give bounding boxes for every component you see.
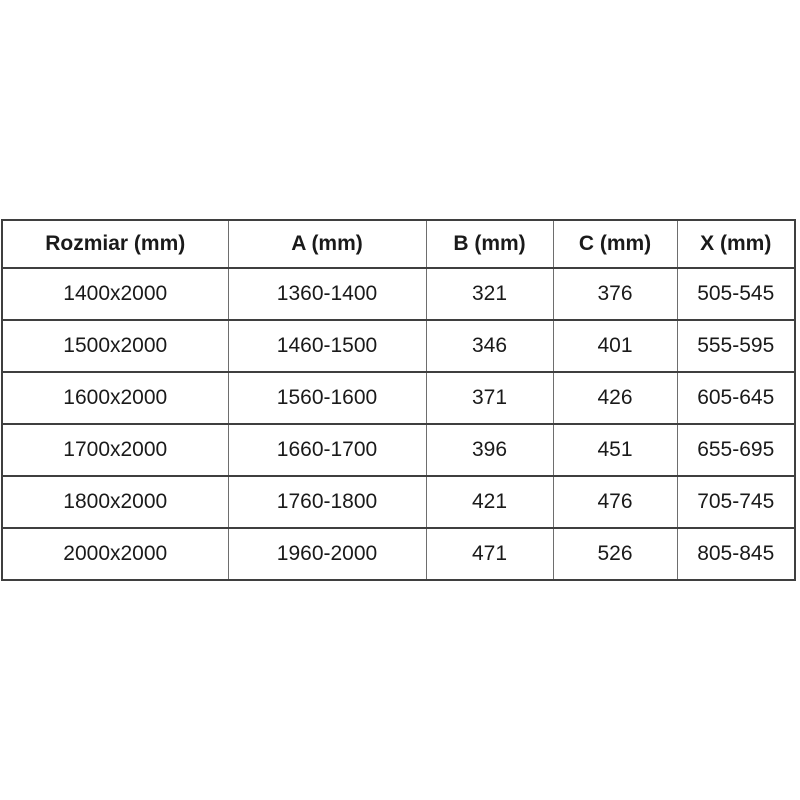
cell-c: 426	[553, 372, 677, 424]
cell-rozmiar: 2000x2000	[2, 528, 228, 580]
cell-rozmiar: 1600x2000	[2, 372, 228, 424]
header-c: C (mm)	[553, 220, 677, 268]
cell-x: 655-695	[677, 424, 795, 476]
cell-c: 451	[553, 424, 677, 476]
header-a: A (mm)	[228, 220, 426, 268]
cell-a: 1960-2000	[228, 528, 426, 580]
cell-c: 401	[553, 320, 677, 372]
cell-c: 476	[553, 476, 677, 528]
table-row	[2, 476, 795, 528]
cell-rozmiar: 1800x2000	[2, 476, 228, 528]
cell-x: 805-845	[677, 528, 795, 580]
cell-b: 421	[426, 476, 553, 528]
cell-rozmiar: 1500x2000	[2, 320, 228, 372]
cell-x: 505-545	[677, 268, 795, 320]
header-rozmiar: Rozmiar (mm)	[2, 220, 228, 268]
cell-a: 1560-1600	[228, 372, 426, 424]
cell-rozmiar: 1700x2000	[2, 424, 228, 476]
cell-a: 1760-1800	[228, 476, 426, 528]
table-row	[2, 372, 795, 424]
cell-c: 376	[553, 268, 677, 320]
cell-x: 705-745	[677, 476, 795, 528]
cell-b: 396	[426, 424, 553, 476]
cell-rozmiar: 1400x2000	[2, 268, 228, 320]
table-row	[2, 424, 795, 476]
table-header-row	[2, 220, 795, 268]
cell-b: 371	[426, 372, 553, 424]
cell-a: 1660-1700	[228, 424, 426, 476]
cell-b: 346	[426, 320, 553, 372]
table-row	[2, 528, 795, 580]
cell-x: 555-595	[677, 320, 795, 372]
size-dimensions-table	[1, 219, 796, 581]
cell-c: 526	[553, 528, 677, 580]
header-x: X (mm)	[677, 220, 795, 268]
table-row	[2, 320, 795, 372]
cell-b: 321	[426, 268, 553, 320]
cell-x: 605-645	[677, 372, 795, 424]
cell-a: 1360-1400	[228, 268, 426, 320]
header-b: B (mm)	[426, 220, 553, 268]
cell-b: 471	[426, 528, 553, 580]
cell-a: 1460-1500	[228, 320, 426, 372]
table-row	[2, 268, 795, 320]
